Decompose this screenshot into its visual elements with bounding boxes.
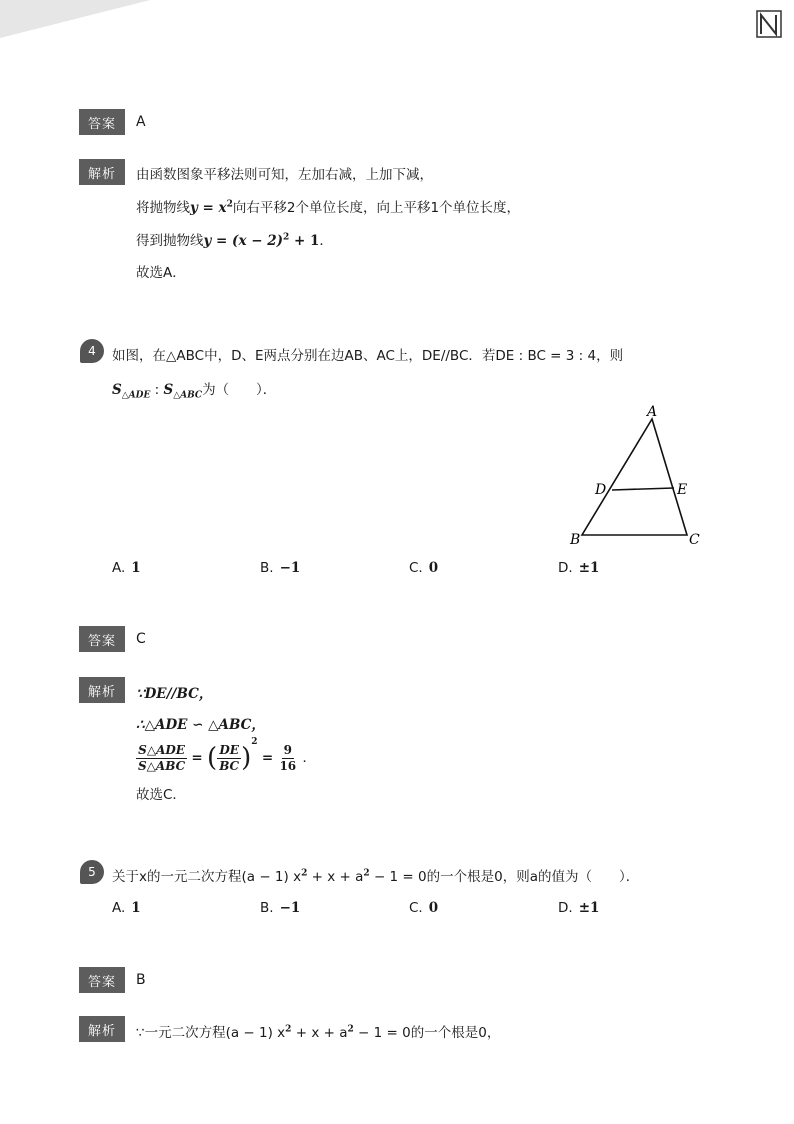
question-number: 5: [80, 860, 104, 884]
fraction: $\frac{9}{16}$: [279, 742, 297, 773]
option-c[interactable]: C. 0: [409, 900, 439, 916]
question-stem: 如图，在△ABC中，D、E两点分别在边AB、AC上，DE//BC．若DE : BC = 3 : 4，则: [112, 348, 624, 364]
vertex-label-e: E: [677, 482, 688, 498]
question-number: 4: [80, 339, 104, 363]
question-stem: 关于x的一元二次方程(a − 1) $x^2 + x + a^2 - 1 = 0$的一个根是0，则a的值为（ ）．: [112, 868, 640, 885]
answer-value: C: [136, 631, 146, 647]
answer-tag: 答案: [79, 967, 125, 993]
analysis-tag: 解析: [79, 159, 125, 185]
option-c[interactable]: C. 0: [409, 560, 439, 576]
fraction: $\frac{\text{S△ADE}}{\text{S△ABC}}$: [138, 742, 186, 773]
option-d[interactable]: D. ±1: [558, 560, 600, 576]
option-b[interactable]: B. −1: [260, 900, 301, 916]
analysis-line: 故选A．: [136, 265, 186, 281]
question-stem: $S_{\triangle ADE}$ : $S_{\triangle ABC}$为（ ）．: [112, 382, 277, 401]
option-a[interactable]: A. 1: [112, 560, 141, 576]
triangle-figure: [565, 400, 710, 552]
vertex-label-a: A: [647, 404, 658, 420]
option-d[interactable]: D. ±1: [558, 900, 600, 916]
analysis-line: ∴△ADE ∽ △ABC，: [136, 717, 265, 733]
vertex-label-c: C: [689, 532, 700, 548]
analysis-tag: 解析: [79, 677, 125, 703]
analysis-line: ∵一元二次方程(a − 1) $x^2 + x + a^2 - 1 = 0$的一个根是0，: [136, 1024, 501, 1041]
option-b[interactable]: B. −1: [260, 560, 301, 576]
analysis-line: 得到抛物线$y = (x - 2)^2 + 1$．: [136, 232, 333, 249]
option-a[interactable]: A. 1: [112, 900, 141, 916]
vertex-label-b: B: [570, 532, 581, 548]
analysis-equation: $\frac{\text{S△ADE}}{\text{S△ABC}}$ = ( $\frac{DE}{BC}$ )$^2$ = $\frac{9}{16}$ ．: [138, 737, 316, 773]
answer-tag: 答案: [79, 109, 125, 135]
fraction: $\frac{DE}{BC}$: [219, 742, 240, 773]
analysis-line: ∵DE//BC，: [136, 686, 213, 702]
corner-decoration: [0, 0, 150, 38]
vertex-label-d: D: [595, 482, 607, 498]
analysis-line: 将抛物线$y = x^2$向右平移2个单位长度，向上平移1个单位长度，: [136, 199, 521, 216]
answer-value: B: [136, 972, 146, 988]
brand-logo-icon: [756, 10, 782, 38]
answer-value: A: [136, 114, 146, 130]
analysis-line: 故选C．: [136, 787, 186, 803]
answer-tag: 答案: [79, 626, 125, 652]
analysis-line: 由函数图象平移法则可知，左加右减，上加下减，: [136, 167, 433, 183]
analysis-tag: 解析: [79, 1016, 125, 1042]
